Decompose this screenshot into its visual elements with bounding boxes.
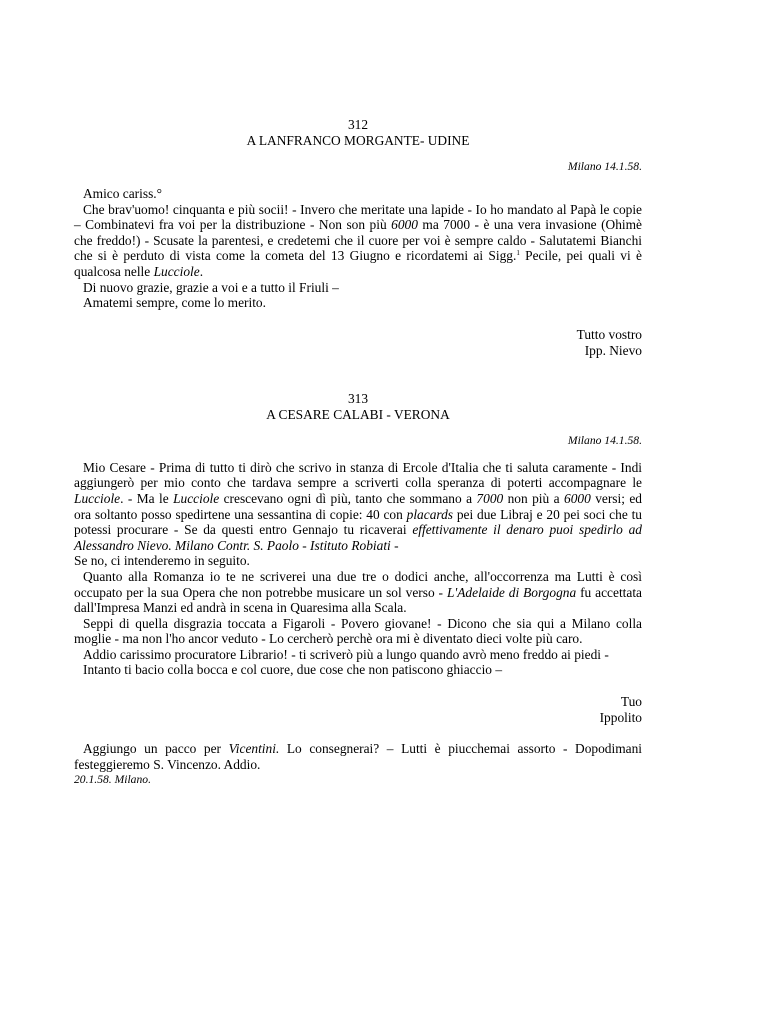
paragraph: Addio carissimo procuratore Librario! - ti scriverò più a lungo quando avrò meno freddo ai piedi -	[83, 646, 609, 662]
letter-312-body	[74, 186, 642, 311]
letter-date: Milano 14.1.58.	[567, 160, 642, 173]
letter-number: 313	[347, 390, 369, 406]
letter-312-signoff	[74, 327, 642, 359]
paragraph: Se no, ci intenderemo in seguito.	[74, 553, 250, 569]
postscript-date: 20.1.58. Milano.	[74, 773, 151, 787]
signature: Ipp. Nievo	[584, 342, 642, 358]
closing: Tutto vostro	[576, 326, 642, 342]
letter-313-header	[74, 391, 642, 423]
document-page	[74, 117, 642, 788]
postscript	[74, 741, 642, 788]
letter-313-signoff	[74, 694, 642, 726]
paragraph: Amatemi sempre, come lo merito.	[83, 295, 266, 311]
paragraph: Seppi di quella disgrazia toccata a Figaroli - Povero giovane! - Dicono che sia qui a Milano colla moglie - ma non l'ho ancor veduto - Lo cercherò perchè ora mi è diventato dieci volte più caro.	[74, 615, 642, 647]
postscript-text: Aggiungo un pacco per Vicentini. Lo consegnerai? – Lutti è piucchemai assorto - Dopodimani festeggieremo S. Vincenzo. Addio.	[74, 741, 642, 772]
signature: Ippolito	[599, 710, 642, 726]
closing: Tuo	[620, 694, 642, 710]
letter-recipient: A LANFRANCO MORGANTE- UDINE	[246, 133, 470, 148]
paragraph: Quanto alla Romanza io te ne scriverei una due tre o dodici anche, all'occorrenza ma Lutti è così occupato per la sua Opera che non potrebbe musicare un sol verso - L'Adelaide di Borgogna fu accettata dall'Impresa Manzi ed andrà in scena in Quaresima alla Scala.	[74, 568, 642, 616]
footnote-marker: 1	[516, 249, 520, 258]
paragraph: Intanto ti bacio colla bocca e col cuore, due cose che non patiscono ghiaccio –	[83, 662, 503, 678]
paragraph: Mio Cesare - Prima di tutto ti dirò che scrivo in stanza di Ercole d'Italia che ti saluta caramente - Indi aggiungerò per mio conto che tardava sempre a scriverti colla speranza di poterti accompagnare le Lucciole. - Ma le Lucciole crescevano ogni dì più, tanto che sommano a 7000 non più a 6000 versi; ed ora soltanto posso spedirtene una sessantina di copie: 40 con placards pei due Libraj e 20 pei soci che tu potessi procurare - Se da questi entro Gennajo tu ricaverai effettivamente il denaro puoi spedirlo ad Alessandro Nievo. Milano Contr. S. Paolo - Istituto Robiati -	[74, 459, 642, 553]
letter-date: Milano 14.1.58.	[567, 433, 642, 447]
letter-312-header	[74, 117, 642, 149]
letter-recipient: A CESARE CALABI - VERONA	[266, 406, 450, 422]
letter-number: 312	[347, 117, 369, 132]
letter-313-body	[74, 460, 642, 678]
salutation: Amico cariss.°	[83, 186, 162, 201]
paragraph: Di nuovo grazie, grazie a voi e a tutto il Friuli –	[83, 279, 339, 295]
paragraph: Che brav'uomo! cinquanta e più socii! - Invero che meritate una lapide - Io ho mandato al Papà le copie – Combinatevi fra voi per la distribuzione - Non son più 6000 ma 7000 - è una vera invasione (Ohimè che freddo!) - Scusate la parentesi, e credetemi che il cuore per voi è sempre caldo - Salutatemi Bianchi che si è perduto di vista come la cometa del 13 Giugno e ricordatemi ai Sigg.$^1$ Pecile, pei quali vi è qualcosa nelle Lucciole.	[74, 201, 642, 279]
